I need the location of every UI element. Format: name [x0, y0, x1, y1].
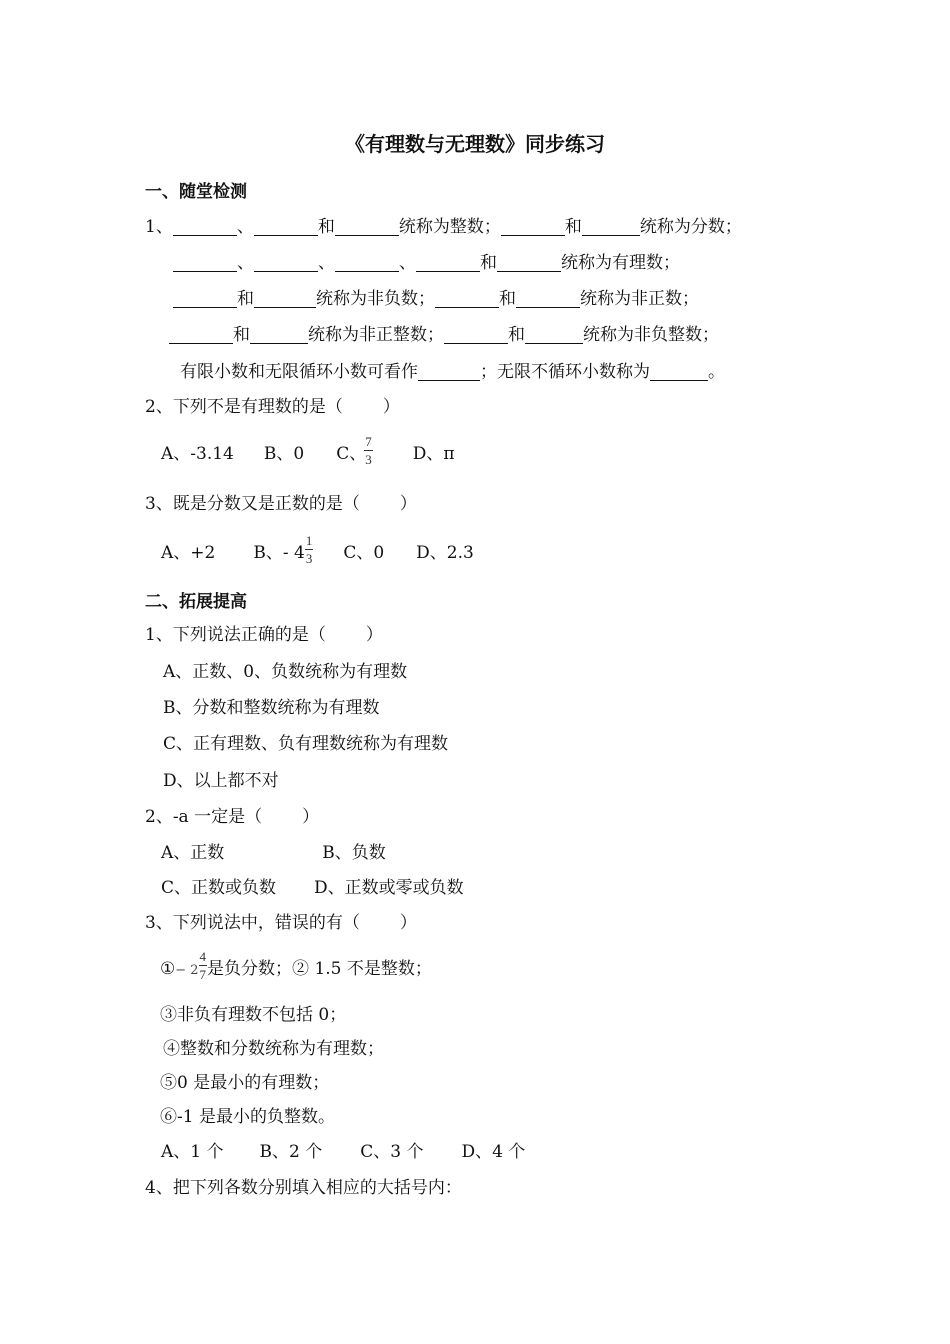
p3-options	[161, 1140, 525, 1164]
blank[interactable]	[335, 234, 399, 236]
option-b[interactable]: B、负数	[322, 843, 386, 863]
q1-line-2	[173, 251, 680, 275]
q1-text: 。	[708, 362, 725, 382]
p3-statement-5: ⑤0 是最小的有理数；	[160, 1073, 330, 1093]
blank[interactable]	[650, 379, 708, 381]
p3-statement-1-2	[160, 949, 432, 983]
q1-text: 统称为分数；	[639, 217, 742, 237]
question-text: 3、下列说法中，错误的有（	[145, 913, 360, 933]
q1-text: 统称为非正数；	[580, 289, 699, 309]
blank[interactable]	[416, 270, 480, 272]
fraction	[199, 948, 208, 983]
option-a[interactable]: A、正数、0、负数统称为有理数	[163, 662, 408, 682]
q1-line-5	[180, 360, 725, 384]
blank[interactable]	[254, 306, 316, 308]
p3-statement-4: ④整数和分数统称为有理数；	[163, 1039, 384, 1059]
and-word: 和	[480, 253, 497, 273]
q1-text: 统称为整数；	[398, 217, 501, 237]
blank[interactable]	[173, 234, 237, 236]
separator: 、	[318, 253, 335, 273]
q1-text: 统称为非负数；	[316, 289, 435, 309]
p3-stem	[145, 911, 417, 935]
minus-sign: − 2	[175, 963, 199, 978]
q1-text: 统称为非正整数；	[308, 325, 444, 345]
blank[interactable]	[250, 342, 308, 344]
denominator: 3	[365, 452, 372, 467]
and-word: 和	[233, 325, 250, 345]
option-a[interactable]: A、-3.14	[161, 444, 234, 464]
and-word: 和	[237, 289, 254, 309]
question-text: 2、下列不是有理数的是（	[145, 397, 343, 417]
circled-number: ①	[160, 959, 176, 979]
blank[interactable]	[335, 270, 399, 272]
and-word: 和	[508, 325, 525, 345]
and-word: 和	[499, 289, 516, 309]
numerator: 4	[199, 949, 207, 964]
numerator: 1	[305, 533, 313, 548]
section-heading: 二、拓展提高	[145, 592, 247, 612]
option-d[interactable]: D、以上都不对	[163, 771, 279, 791]
question-text: 3、既是分数又是正数的是（	[145, 494, 360, 514]
paren-close: ）	[302, 807, 320, 827]
p2-stem	[145, 805, 319, 829]
option-d[interactable]: D、π	[412, 444, 455, 464]
q1-text: 统称为非负整数；	[583, 325, 719, 345]
q3-options	[161, 533, 474, 567]
blank[interactable]	[516, 306, 580, 308]
option-a[interactable]: A、正数	[161, 843, 225, 863]
blank[interactable]	[497, 270, 561, 272]
blank[interactable]	[418, 379, 480, 381]
blank[interactable]	[525, 342, 583, 344]
fraction	[364, 433, 373, 468]
blank[interactable]	[169, 342, 233, 344]
option-b[interactable]: B、- 4	[253, 543, 305, 563]
option-c[interactable]: C、0	[343, 543, 385, 563]
p4-stem: 4、把下列各数分别填入相应的大括号内：	[145, 1178, 462, 1198]
q2-options	[161, 434, 455, 468]
denominator: 7	[199, 967, 207, 982]
blank[interactable]	[435, 306, 499, 308]
question-text: 1、下列说法正确的是（	[145, 625, 326, 645]
option-a[interactable]: A、1 个	[161, 1142, 224, 1162]
question-text: 2、-a 一定是（	[145, 807, 263, 827]
q1-text: ；无限不循环小数称为	[480, 362, 650, 382]
q1-line-4	[169, 323, 719, 347]
option-c[interactable]: C、正数或负数	[161, 878, 277, 898]
blank[interactable]	[254, 270, 318, 272]
p3-statement-3: ③非负有理数不包括 0；	[160, 1005, 347, 1025]
blank[interactable]	[173, 270, 237, 272]
p2-options-row2	[161, 876, 464, 900]
option-c[interactable]: C、3 个	[360, 1142, 424, 1162]
numerator: 7	[365, 434, 372, 449]
q1-number: 1、	[145, 217, 173, 237]
p3-statement-6: ⑥-1 是最小的负整数。	[160, 1107, 335, 1127]
q2-stem	[145, 395, 400, 419]
option-b[interactable]: B、分数和整数统称为有理数	[163, 698, 380, 718]
and-word: 和	[564, 217, 582, 237]
option-b[interactable]: B、2 个	[259, 1142, 323, 1162]
q1-text: 统称为有理数；	[561, 253, 680, 273]
option-b[interactable]: B、0	[263, 444, 305, 464]
q3-stem	[145, 492, 417, 516]
denominator: 3	[305, 551, 313, 566]
paren-close: ）	[399, 494, 417, 514]
p2-options-row1	[161, 841, 386, 865]
option-a[interactable]: A、+2	[161, 543, 216, 563]
q1-text: 有限小数和无限循环小数可看作	[180, 362, 418, 382]
option-c[interactable]: C、	[336, 444, 367, 464]
and-word: 和	[317, 217, 335, 237]
blank[interactable]	[444, 342, 508, 344]
section-heading: 一、随堂检测	[145, 182, 247, 202]
option-d[interactable]: D、正数或零或负数	[314, 878, 464, 898]
paren-close: ）	[365, 625, 383, 645]
p1-stem	[145, 623, 383, 647]
fraction	[305, 532, 314, 567]
paren-close: ）	[399, 913, 417, 933]
separator: 、	[237, 253, 254, 273]
paren-close: ）	[382, 397, 400, 417]
page-title: 《有理数与无理数》同步练习	[345, 132, 605, 156]
separator: 、	[399, 253, 416, 273]
q1-line-3	[173, 287, 699, 311]
blank[interactable]	[254, 234, 318, 236]
separator: 、	[236, 217, 254, 237]
option-d[interactable]: D、4 个	[461, 1142, 526, 1162]
option-d[interactable]: D、2.3	[416, 543, 474, 563]
statement-text: 是负分数；② 1.5 不是整数；	[207, 959, 432, 979]
option-c[interactable]: C、正有理数、负有理数统称为有理数	[163, 734, 449, 754]
blank[interactable]	[582, 234, 640, 236]
blank[interactable]	[173, 306, 237, 308]
blank[interactable]	[501, 234, 565, 236]
q1-line-1	[145, 215, 742, 239]
